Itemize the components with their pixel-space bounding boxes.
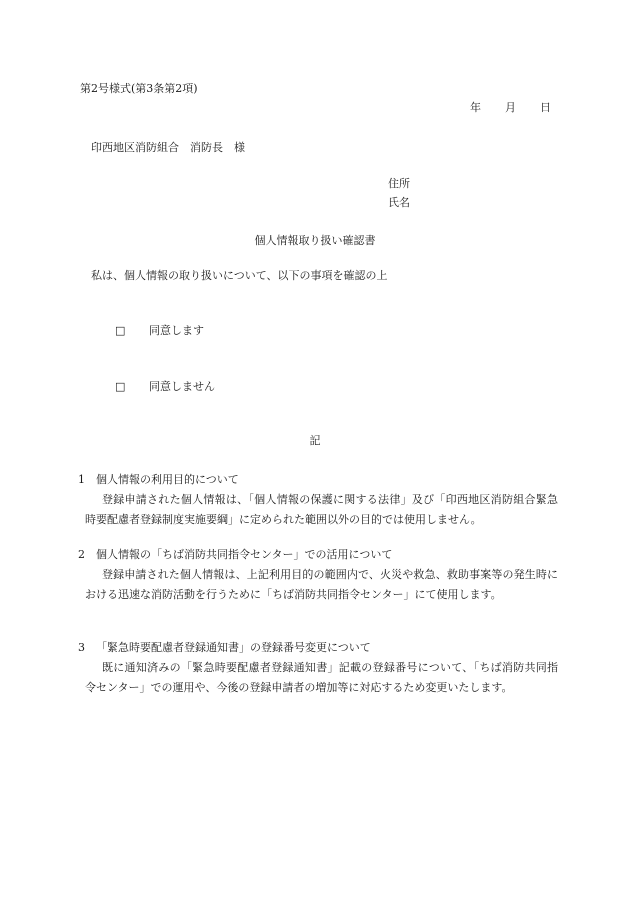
agree-checkbox[interactable]: □ bbox=[115, 324, 126, 337]
address-label: 住所 bbox=[388, 177, 410, 190]
section-heading bbox=[78, 638, 558, 658]
section-number: 2 bbox=[78, 548, 85, 561]
day-label: 日 bbox=[540, 101, 551, 114]
month-label: 月 bbox=[505, 101, 516, 114]
section-heading-text: 個人情報の利用目的について bbox=[96, 473, 239, 486]
section-body: 登録申請された個人情報は、「個人情報の保護に関する法律」及び「印西地区消防組合緊急時要配慮者登録制度実施要綱」に定められた範囲以外の目的では使用しません。 bbox=[85, 493, 558, 526]
section-number-change bbox=[78, 638, 558, 698]
document-title: 個人情報取り扱い確認書 bbox=[254, 234, 376, 247]
disagree-label: 同意しません bbox=[149, 380, 215, 393]
section-body: 登録申請された個人情報は、上記利用目的の範囲内で、火災や救急、救助事案等の発生時における迅速な消防活動を行うために「ちば消防共同指令センター」にて使用します。 bbox=[85, 568, 558, 601]
option-disagree[interactable] bbox=[115, 378, 215, 394]
section-number: 1 bbox=[78, 473, 85, 486]
form-number: 第2号様式(第3条第2項) bbox=[80, 82, 198, 95]
section-heading bbox=[78, 545, 558, 565]
addressee: 印西地区消防組合 消防長 様 bbox=[91, 141, 245, 154]
section-heading-text: 個人情報の「ちば消防共同指令センター」での活用について bbox=[96, 548, 393, 561]
ki-heading: 記 bbox=[309, 434, 321, 447]
date-line bbox=[470, 99, 551, 115]
sender-block bbox=[388, 174, 410, 212]
section-body: 既に通知済みの「緊急時要配慮者登録通知書」記載の登録番号について、「ちば消防共同指令センター」での運用や、今後の登録申請者の増加等に対応するため変更いたします。 bbox=[85, 661, 558, 694]
section-purpose bbox=[78, 470, 558, 530]
intro-statement: 私は、個人情報の取り扱いについて、以下の事項を確認の上 bbox=[91, 269, 388, 282]
section-heading bbox=[78, 470, 558, 490]
section-command-center bbox=[78, 545, 558, 605]
disagree-checkbox[interactable]: □ bbox=[115, 380, 126, 393]
year-label: 年 bbox=[470, 101, 481, 114]
option-agree[interactable] bbox=[115, 322, 204, 338]
section-heading-text: 「緊急時要配慮者登録通知書」の登録番号変更について bbox=[96, 641, 371, 654]
name-label: 氏名 bbox=[388, 196, 410, 209]
section-number: 3 bbox=[78, 641, 85, 654]
agree-label: 同意します bbox=[149, 324, 204, 337]
